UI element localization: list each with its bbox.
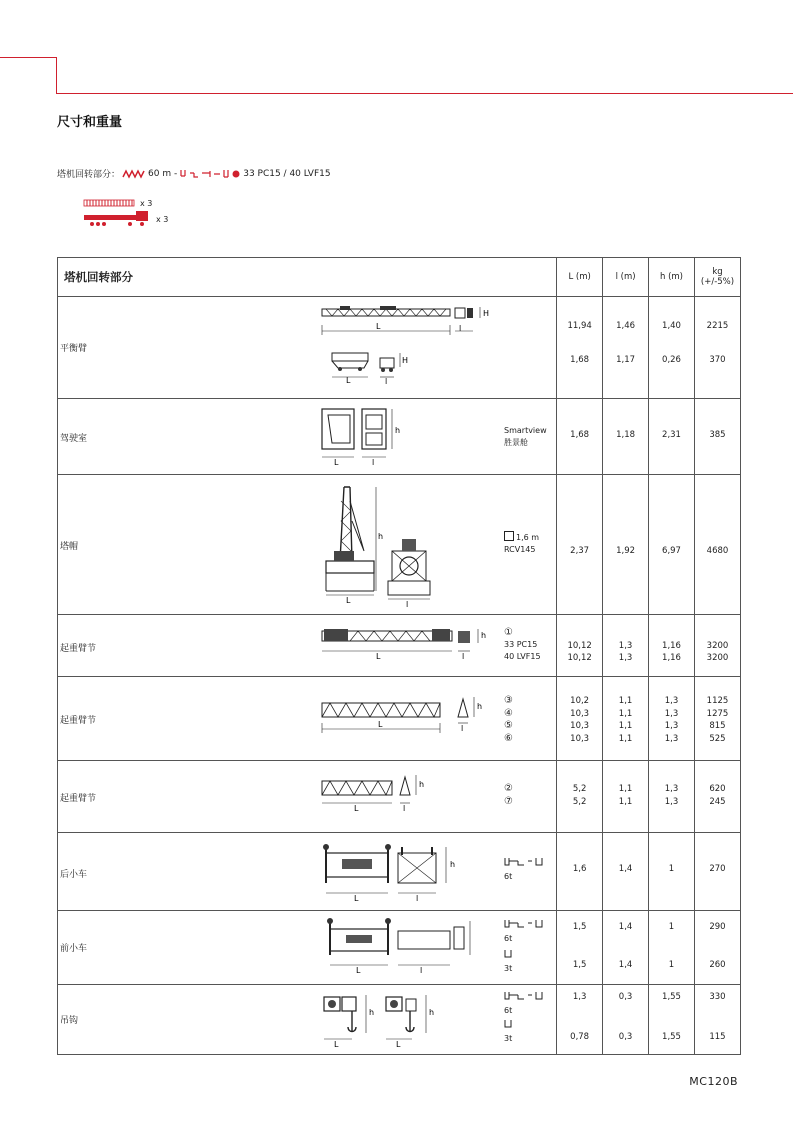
note-line: ④ [504, 707, 513, 719]
value: 1,4 [618, 864, 633, 874]
value: 1,5 [572, 922, 587, 932]
cell-l [603, 911, 649, 985]
dim-label: l [459, 324, 462, 333]
dim-label: L [356, 966, 361, 975]
cell-kg [694, 677, 740, 761]
note-line: Smartview [504, 426, 547, 435]
value: 1 [668, 864, 675, 874]
cell-kg [694, 833, 740, 911]
cell-kg [694, 297, 740, 399]
row-note [504, 919, 544, 975]
jib-truss-icon [123, 170, 145, 178]
dim-label: L [354, 804, 359, 813]
dim-label: h [419, 780, 425, 789]
value: 5,2 [572, 797, 587, 807]
jib-section-1-drawing [320, 623, 490, 673]
cell-L [557, 297, 603, 399]
frame-line [56, 93, 793, 94]
dim-label: L [334, 1040, 339, 1049]
value: 1,4 [618, 922, 633, 932]
subtitle-prefix: 塔机回转部分： [57, 170, 121, 180]
dim-label: h [481, 631, 487, 640]
cell-h [649, 475, 695, 615]
value: 0,3 [618, 992, 633, 1002]
row-note [504, 531, 539, 556]
frame-line [56, 57, 57, 94]
kg-tolerance: (+/-5%) [700, 277, 735, 287]
value: 1,3 [664, 696, 679, 706]
value: 1,68 [570, 430, 590, 440]
subtitle-length: 60 m - [148, 168, 178, 179]
cell-h [649, 677, 695, 761]
cabin-drawing [320, 405, 440, 469]
row-content [58, 297, 557, 399]
row-note [504, 991, 544, 1045]
dim-label: h [450, 860, 456, 869]
value: 815 [709, 721, 726, 731]
table-row [58, 761, 741, 833]
value: 1,1 [618, 797, 633, 807]
value: 1,3 [618, 653, 633, 663]
cell-l [603, 761, 649, 833]
dim-label: h [395, 426, 401, 435]
value: 1,1 [618, 784, 633, 794]
note-line: ② [504, 783, 513, 794]
dim-label: L [378, 720, 383, 729]
value: 3200 [706, 641, 729, 651]
value: 2,37 [570, 546, 590, 556]
dim-label: L [346, 596, 351, 605]
note-line: RCV145 [504, 545, 536, 554]
value: 330 [709, 992, 726, 1002]
value: 2,31 [662, 430, 681, 440]
dimensions-table [57, 257, 741, 1055]
row-content [58, 985, 557, 1055]
value: 1,3 [664, 721, 679, 731]
page-title: 尺寸和重量 [57, 115, 123, 130]
row-note [504, 695, 513, 745]
cell-l [603, 833, 649, 911]
value: 1,55 [662, 992, 681, 1002]
table-row [58, 297, 741, 399]
value: 1,1 [618, 733, 633, 744]
cell-l [603, 615, 649, 677]
value: 1,1 [618, 708, 633, 719]
dim-label: h [477, 702, 483, 711]
kg-label: kg [712, 267, 723, 277]
cell-h [649, 297, 695, 399]
value: 1,16 [662, 653, 681, 663]
row-label: 塔帽 [60, 542, 79, 552]
value: 10,3 [570, 708, 590, 719]
transport-count: x 3 [140, 198, 153, 208]
value: 1,3 [664, 708, 679, 719]
dim-label: L [376, 322, 381, 331]
value: 245 [709, 797, 726, 807]
cell-L [557, 761, 603, 833]
value: 1,17 [616, 355, 636, 365]
value: 10,3 [570, 721, 590, 731]
value: 1,3 [664, 733, 679, 744]
value: 10,12 [567, 641, 592, 651]
column-section-icon [504, 531, 514, 541]
row-content [58, 911, 557, 985]
value: 10,2 [570, 696, 590, 706]
col-header-h: h (m) [649, 258, 695, 297]
front-trolley-drawing [320, 915, 480, 981]
dim-label: L [376, 652, 381, 661]
cell-L [557, 399, 603, 475]
cell-kg [694, 911, 740, 985]
value: 1,4 [618, 960, 633, 970]
cell-L [557, 615, 603, 677]
note-line: ⑦ [504, 795, 513, 807]
hook-drawing [320, 989, 470, 1051]
trolley-icon [504, 857, 544, 867]
dim-label: h [429, 1008, 435, 1017]
value: 1,46 [616, 321, 636, 331]
value: 1275 [706, 708, 729, 719]
dim-label: L [346, 376, 351, 385]
value: 10,12 [567, 653, 592, 663]
row-note [504, 425, 547, 449]
value: 3200 [706, 653, 729, 663]
jib-section-icon [84, 199, 134, 207]
value: 5,2 [572, 784, 587, 794]
value: 2215 [706, 321, 729, 331]
col-header-kg [694, 258, 740, 297]
value: 115 [709, 1032, 726, 1042]
col-header-l: l (m) [603, 258, 649, 297]
cell-l [603, 475, 649, 615]
dim-label: l [462, 652, 465, 661]
cell-l [603, 985, 649, 1055]
row-content [58, 475, 557, 615]
jib-section-3-6-drawing [320, 695, 500, 755]
cell-h [649, 761, 695, 833]
note-line: 6t [504, 1006, 513, 1015]
cell-kg [694, 615, 740, 677]
row-label: 吊钩 [60, 1016, 79, 1026]
row-content [58, 833, 557, 911]
cell-L [557, 911, 603, 985]
value: 1,68 [570, 355, 590, 365]
trolley-hook-icon [180, 169, 240, 179]
value: 1,3 [572, 992, 587, 1002]
value: 4680 [706, 546, 729, 556]
note-line: 3t [504, 964, 513, 973]
value: 620 [709, 784, 726, 794]
row-note [504, 783, 513, 808]
table-row [58, 677, 741, 761]
row-label: 起重臂节 [60, 644, 97, 654]
row-label: 后小车 [60, 870, 88, 880]
value: 1 [668, 922, 675, 932]
table-row [58, 911, 741, 985]
transport-count: x 3 [156, 214, 169, 224]
value: 260 [709, 960, 726, 970]
dim-label: H [483, 309, 490, 318]
subtitle [57, 167, 331, 180]
note-text: 1,6 m [516, 533, 540, 542]
cell-L [557, 985, 603, 1055]
dim-label: h [369, 1008, 375, 1017]
cell-kg [694, 985, 740, 1055]
value: 1,55 [662, 1032, 681, 1042]
row-content [58, 677, 557, 761]
value: 385 [709, 430, 726, 440]
row-label: 起重臂节 [60, 794, 97, 804]
value: 1,92 [616, 546, 636, 556]
value: 10,3 [570, 733, 590, 744]
truck-icon [84, 211, 150, 227]
row-label: 前小车 [60, 944, 88, 954]
tower-head-drawing [320, 481, 450, 609]
value: 1125 [706, 696, 729, 706]
note-line: ⑤ [504, 720, 513, 731]
table-section-header: 塔机回转部分 [58, 258, 557, 297]
row-label: 平衡臂 [60, 344, 88, 354]
cell-L [557, 475, 603, 615]
row-note [504, 627, 541, 663]
value: 1,5 [572, 960, 587, 970]
row-content [58, 399, 557, 475]
cell-kg [694, 761, 740, 833]
row-label: 驾驶室 [60, 434, 88, 444]
row-label: 起重臂节 [60, 716, 97, 726]
row-content [58, 615, 557, 677]
cell-kg [694, 475, 740, 615]
note-line: 3t [504, 1034, 513, 1043]
cell-l [603, 677, 649, 761]
table-row [58, 475, 741, 615]
cell-h [649, 911, 695, 985]
value: 11,94 [567, 321, 592, 331]
note-line: ① [504, 627, 513, 638]
cell-L [557, 677, 603, 761]
value: 0,26 [662, 355, 681, 365]
value: 370 [709, 355, 726, 365]
note-line: ⑥ [504, 732, 513, 744]
value: 270 [709, 864, 726, 874]
dim-label: l [406, 600, 409, 609]
value: 1,1 [618, 721, 633, 731]
frame-line [0, 57, 57, 58]
trolley-icon [504, 991, 544, 1001]
rear-trolley-drawing [320, 839, 480, 907]
cell-h [649, 985, 695, 1055]
note-line: ③ [504, 695, 513, 706]
dim-label: l [385, 377, 388, 386]
cell-h [649, 615, 695, 677]
dim-label: l [416, 894, 419, 903]
value: 1,1 [618, 696, 633, 706]
note-line: 6t [504, 872, 513, 881]
hook-icon [504, 1019, 514, 1029]
table-row [58, 985, 741, 1055]
value: 0,3 [618, 1032, 633, 1042]
subtitle-suffix: 33 PC15 / 40 LVF15 [243, 168, 331, 179]
trolley-icon [504, 919, 544, 929]
note-line: 胜景舱 [504, 438, 528, 447]
note-line: 40 LVF15 [504, 652, 541, 661]
dim-label: H [402, 356, 409, 365]
value: 6,97 [662, 546, 681, 556]
value: 1,3 [664, 784, 679, 794]
value: 290 [709, 922, 726, 932]
jib-section-2-7-drawing [320, 773, 450, 829]
dim-label: l [420, 966, 423, 975]
note-line [504, 531, 539, 544]
cell-kg [694, 399, 740, 475]
row-note [504, 857, 544, 883]
row-content [58, 761, 557, 833]
cell-h [649, 833, 695, 911]
value: 1,40 [662, 321, 681, 331]
col-header-L: L (m) [557, 258, 603, 297]
value: 1,3 [664, 797, 679, 807]
model-footer: MC120B [689, 1075, 738, 1088]
value: 1,6 [572, 864, 587, 874]
cell-h [649, 399, 695, 475]
note-line: 33 PC15 [504, 640, 538, 649]
value: 1,3 [618, 641, 633, 651]
dim-label: l [372, 458, 375, 467]
cell-l [603, 297, 649, 399]
table-row [58, 615, 741, 677]
value: 1 [668, 960, 675, 970]
dim-label: l [403, 804, 406, 813]
counter-jib-drawing [320, 301, 500, 393]
dim-label: L [354, 894, 359, 903]
value: 0,78 [570, 1032, 590, 1042]
cell-L [557, 833, 603, 911]
value: 1,16 [662, 641, 681, 651]
value: 525 [709, 733, 726, 744]
table-header-row [58, 258, 741, 297]
cell-l [603, 399, 649, 475]
note-line: 6t [504, 934, 513, 943]
dim-label: l [461, 724, 464, 733]
value: 1,18 [616, 430, 636, 440]
dim-label: L [396, 1040, 401, 1049]
hook-icon [504, 949, 514, 959]
dim-label: h [378, 532, 384, 541]
table-row [58, 399, 741, 475]
dim-label: L [334, 458, 339, 467]
transport-info [84, 196, 168, 226]
table-row [58, 833, 741, 911]
